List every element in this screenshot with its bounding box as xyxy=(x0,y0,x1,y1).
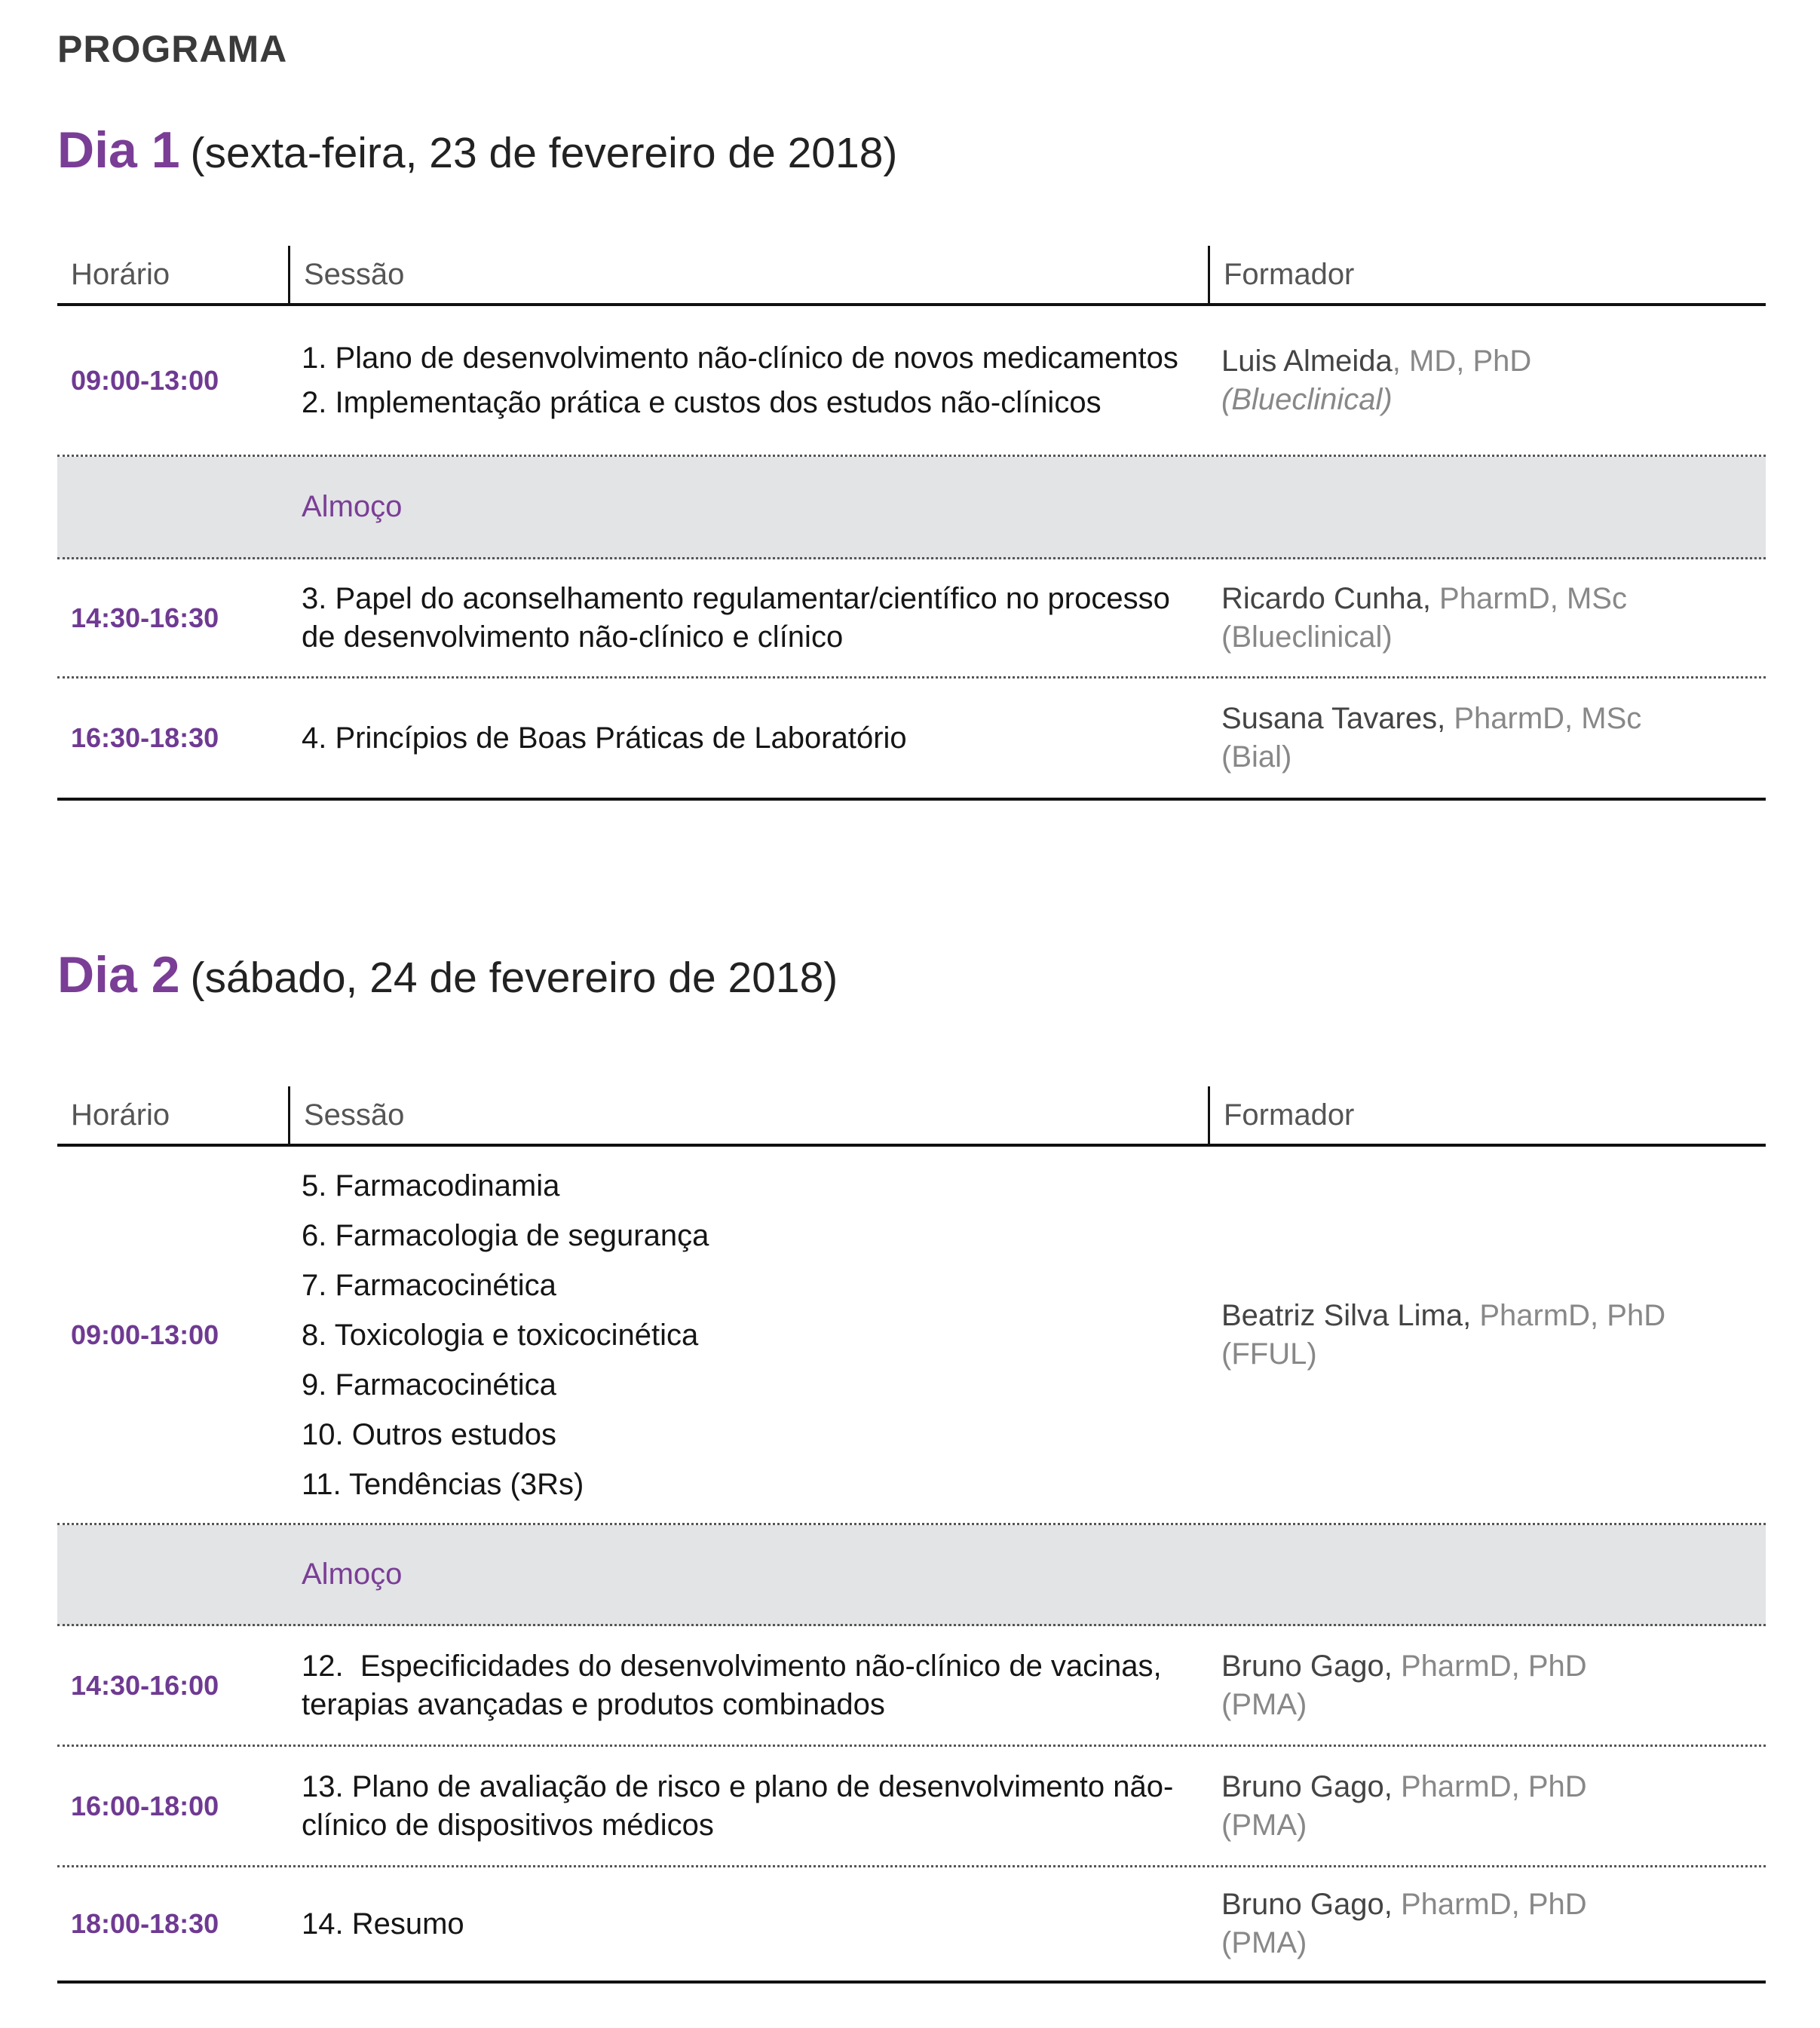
session-cell xyxy=(288,1161,1208,1509)
trainer-org: (PMA) xyxy=(1221,1808,1307,1842)
trainer-name: Ricardo Cunha, xyxy=(1221,581,1431,615)
session-item: 13. Plano de avaliação de risco e plano de desenvolvimento não-clínico de dispositivos médicos xyxy=(302,1769,1174,1842)
trainer-org: (Blueclinical) xyxy=(1221,620,1393,654)
trainer-name: Susana Tavares, xyxy=(1221,702,1446,735)
trainer-org: (Bial) xyxy=(1221,740,1292,774)
table-row xyxy=(57,1747,1766,1867)
session-item: 12. Especificidades do desenvolvimento não-clínico de vacinas, terapias avançadas e produtos combinados xyxy=(302,1649,1170,1721)
header-session: Sessão xyxy=(288,246,1208,303)
day-2-schedule-table xyxy=(57,1082,1766,1984)
trainer-name: Beatriz Silva Lima, xyxy=(1221,1298,1472,1332)
session-item: 6. Farmacologia de segurança xyxy=(302,1218,709,1252)
session-time: 18:00-18:30 xyxy=(71,1908,219,1939)
trainer-credentials: PharmD, PhD xyxy=(1471,1298,1666,1332)
trainer-name: Bruno Gago, xyxy=(1221,1649,1393,1683)
table-header xyxy=(57,1082,1766,1147)
trainer-credentials: , MD, PhD xyxy=(1392,344,1532,378)
table-row xyxy=(57,306,1766,457)
session-item: 5. Farmacodinamia xyxy=(302,1169,560,1202)
session-time: 14:30-16:00 xyxy=(71,1669,219,1701)
trainer-credentials: PharmD, MSc xyxy=(1445,702,1642,735)
trainer-name: Bruno Gago, xyxy=(1221,1888,1393,1921)
session-cell xyxy=(288,333,1208,428)
header-trainer: Formador xyxy=(1208,246,1766,303)
day-2-date: (sábado, 24 de fevereiro de 2018) xyxy=(190,954,838,1002)
table-row xyxy=(57,1626,1766,1747)
session-item: 10. Outros estudos xyxy=(302,1417,556,1451)
table-row xyxy=(57,559,1766,679)
header-time: Horário xyxy=(71,257,170,291)
session-cell xyxy=(288,1768,1208,1845)
lunch-row xyxy=(57,1525,1766,1626)
day-1-name: Dia 1 xyxy=(57,121,180,179)
lunch-row xyxy=(57,457,1766,559)
trainer-cell xyxy=(1208,1297,1766,1374)
table-header xyxy=(57,241,1766,306)
trainer-org: (PMA) xyxy=(1221,1687,1307,1721)
trainer-org: (FFUL) xyxy=(1221,1337,1317,1371)
day-2-title xyxy=(57,945,838,1004)
trainer-name: Luis Almeida xyxy=(1221,344,1393,378)
session-cell xyxy=(288,1647,1208,1724)
session-item: 2. Implementação prática e custos dos estudos não-clínicos xyxy=(302,385,1101,419)
day-1-title xyxy=(57,121,897,179)
table-row xyxy=(57,679,1766,801)
trainer-cell xyxy=(1208,1647,1766,1724)
session-time: 16:00-18:00 xyxy=(71,1790,219,1821)
session-cell xyxy=(288,580,1208,657)
header-time: Horário xyxy=(71,1098,170,1132)
day-1-schedule-table xyxy=(57,241,1766,801)
table-row xyxy=(57,1867,1766,1984)
day-2-name: Dia 2 xyxy=(57,946,180,1003)
trainer-org: (Blueclinical) xyxy=(1221,382,1393,416)
trainer-org: (PMA) xyxy=(1221,1926,1307,1959)
trainer-cell xyxy=(1208,580,1766,657)
session-item: 3. Papel do aconselhamento regulamentar/científico no processo de desenvolvimento não-clínico e clínico xyxy=(302,581,1170,654)
session-time: 09:00-13:00 xyxy=(71,364,219,396)
trainer-cell xyxy=(1208,342,1766,419)
trainer-cell xyxy=(1208,700,1766,777)
header-trainer: Formador xyxy=(1208,1086,1766,1144)
header-session: Sessão xyxy=(288,1086,1208,1144)
lunch-label: Almoço xyxy=(302,1558,403,1591)
day-1-date: (sexta-feira, 23 de fevereiro de 2018) xyxy=(190,129,898,177)
trainer-cell xyxy=(1208,1886,1766,1962)
session-time: 09:00-13:00 xyxy=(71,1319,219,1350)
session-cell xyxy=(288,1905,1208,1944)
program-heading: PROGRAMA xyxy=(57,28,288,70)
session-item: 11. Tendências (3Rs) xyxy=(302,1467,584,1501)
trainer-credentials: PharmD, PhD xyxy=(1392,1649,1587,1683)
session-item: 7. Farmacocinética xyxy=(302,1268,556,1302)
trainer-credentials: PharmD, PhD xyxy=(1392,1769,1587,1803)
lunch-label: Almoço xyxy=(302,490,403,523)
trainer-cell xyxy=(1208,1768,1766,1845)
session-item: 14. Resumo xyxy=(302,1907,464,1941)
session-cell xyxy=(288,719,1208,758)
session-time: 16:30-18:30 xyxy=(71,722,219,753)
session-item: 8. Toxicologia e toxicocinética xyxy=(302,1318,699,1352)
session-item: 1. Plano de desenvolvimento não-clínico de novos medicamentos xyxy=(302,341,1178,375)
table-row xyxy=(57,1147,1766,1525)
trainer-name: Bruno Gago, xyxy=(1221,1769,1393,1803)
trainer-credentials: PharmD, MSc xyxy=(1430,581,1627,615)
session-item: 4. Princípios de Boas Práticas de Laboratório xyxy=(302,721,907,755)
session-time: 14:30-16:30 xyxy=(71,602,219,633)
session-item: 9. Farmacocinética xyxy=(302,1368,556,1402)
trainer-credentials: PharmD, PhD xyxy=(1392,1888,1587,1921)
